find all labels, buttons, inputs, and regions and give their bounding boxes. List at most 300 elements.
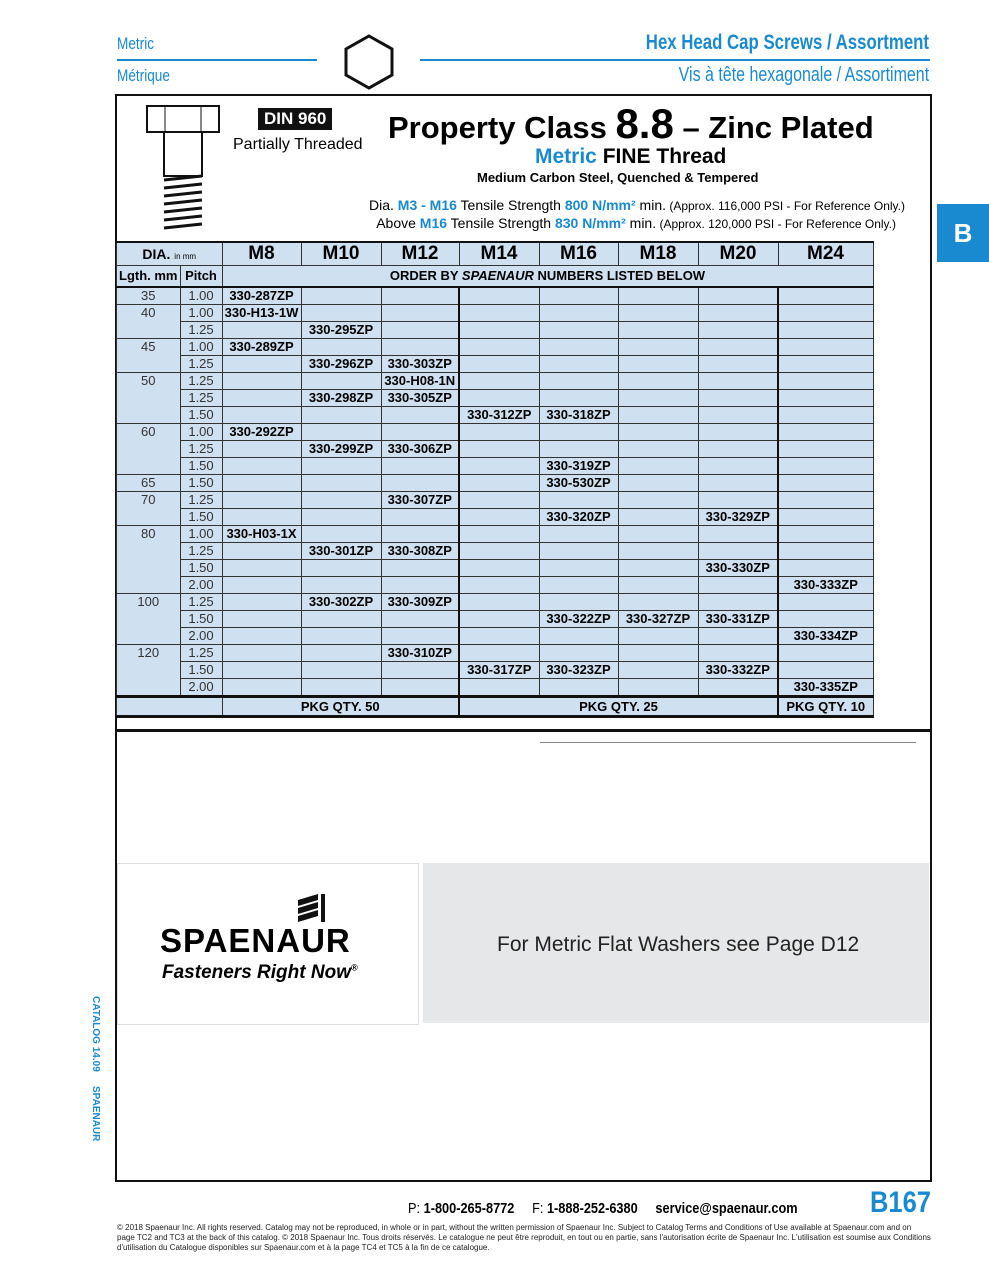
length-cell: 70 (117, 491, 181, 508)
part-number-cell[interactable]: 330-308ZP (381, 542, 459, 559)
length-cell: 35 (117, 287, 181, 305)
length-cell (117, 661, 181, 678)
pitch-cell: 1.25 (180, 321, 222, 338)
size-header: M24 (778, 242, 873, 266)
part-number-cell (459, 525, 539, 542)
part-number-cell (539, 593, 618, 610)
part-number-cell (778, 355, 873, 372)
part-number-cell (698, 287, 778, 305)
part-number-cell (698, 457, 778, 474)
brand-tagline: Fasteners Right Now® (162, 962, 358, 983)
part-number-cell (222, 559, 301, 576)
part-number-cell (698, 627, 778, 644)
part-number-cell[interactable]: 330-319ZP (539, 457, 618, 474)
pitch-cell: 1.50 (180, 406, 222, 423)
part-number-cell[interactable]: 330-312ZP (459, 406, 539, 423)
part-number-cell (618, 474, 698, 491)
part-number-cell (778, 644, 873, 661)
part-number-cell (539, 338, 618, 355)
part-number-cell[interactable]: 330-306ZP (381, 440, 459, 457)
part-number-cell (222, 457, 301, 474)
pitch-cell: 1.25 (180, 372, 222, 389)
part-number-cell (459, 644, 539, 661)
pitch-cell: 1.50 (180, 559, 222, 576)
size-header: M20 (698, 242, 778, 266)
table-row (117, 678, 874, 696)
part-number-cell (778, 508, 873, 525)
part-number-table (116, 241, 874, 718)
pitch-cell: 1.25 (180, 644, 222, 661)
part-number-cell (301, 678, 381, 696)
part-number-cell[interactable]: 330-307ZP (381, 491, 459, 508)
part-number-cell[interactable]: 330-292ZP (222, 423, 301, 440)
part-number-cell[interactable]: 330-327ZP (618, 610, 698, 627)
part-number-cell (381, 474, 459, 491)
side-catalog-label: CATALOG 14.09 (90, 996, 101, 1072)
part-number-cell[interactable]: 330-295ZP (301, 321, 381, 338)
part-number-cell (618, 372, 698, 389)
part-number-cell[interactable]: 330-309ZP (381, 593, 459, 610)
part-number-cell (698, 440, 778, 457)
part-number-cell (778, 372, 873, 389)
length-cell (117, 542, 181, 559)
part-number-cell (381, 525, 459, 542)
part-number-cell (618, 678, 698, 696)
part-number-cell (459, 389, 539, 406)
part-number-cell (618, 406, 698, 423)
table-row (117, 559, 874, 576)
part-number-cell (618, 457, 698, 474)
part-number-cell (222, 406, 301, 423)
part-number-cell[interactable]: 330-305ZP (381, 389, 459, 406)
hex-nut-icon (343, 34, 395, 90)
part-number-cell[interactable]: 330-322ZP (539, 610, 618, 627)
part-number-cell (778, 474, 873, 491)
part-number-cell (778, 661, 873, 678)
part-number-cell (778, 423, 873, 440)
part-number-cell (618, 508, 698, 525)
part-number-cell (222, 440, 301, 457)
part-number-cell[interactable]: 330-296ZP (301, 355, 381, 372)
washer-note-box (423, 863, 929, 1023)
part-number-cell (618, 559, 698, 576)
part-number-cell[interactable]: 330-H13-1W (222, 304, 301, 321)
length-cell (117, 508, 181, 525)
length-cell: 40 (117, 304, 181, 321)
part-number-cell (539, 576, 618, 593)
part-number-cell (618, 304, 698, 321)
header-left-fr: Métrique (117, 66, 170, 85)
part-number-cell (618, 525, 698, 542)
part-number-cell (222, 321, 301, 338)
page-number: B167 (870, 1186, 931, 1219)
part-number-cell (459, 321, 539, 338)
washer-note[interactable]: For Metric Flat Washers see Page D12 (497, 933, 860, 956)
dia-header: DIA. in mm (117, 242, 223, 266)
part-number-cell (459, 338, 539, 355)
part-number-cell (222, 542, 301, 559)
part-number-cell[interactable]: 330-303ZP (381, 355, 459, 372)
part-number-cell (222, 678, 301, 696)
part-number-cell (301, 304, 381, 321)
part-number-cell[interactable]: 330-H03-1X (222, 525, 301, 542)
part-number-cell (539, 491, 618, 508)
part-number-cell (301, 491, 381, 508)
pitch-cell: 2.00 (180, 576, 222, 593)
spaenaur-logo-icon (296, 892, 330, 922)
pitch-cell: 1.50 (180, 457, 222, 474)
part-number-cell (698, 304, 778, 321)
part-number-cell (301, 287, 381, 305)
part-number-cell (459, 576, 539, 593)
table-row (117, 389, 874, 406)
pkg-qty-10: PKG QTY. 10 (778, 696, 873, 716)
part-number-cell (381, 423, 459, 440)
part-number-cell[interactable]: 330-329ZP (698, 508, 778, 525)
part-number-cell (778, 321, 873, 338)
length-cell (117, 576, 181, 593)
part-number-cell (222, 491, 301, 508)
part-number-cell (778, 338, 873, 355)
product-subtitle: Metric FINE Thread (535, 145, 727, 168)
size-header: M12 (381, 242, 459, 266)
part-number-cell (459, 440, 539, 457)
length-cell (117, 355, 181, 372)
part-number-cell (459, 474, 539, 491)
length-cell (117, 610, 181, 627)
phone[interactable]: 1-800-265-8772 (423, 1200, 515, 1217)
part-number-cell[interactable]: 330-323ZP (539, 661, 618, 678)
part-number-cell (222, 661, 301, 678)
part-number-cell (301, 423, 381, 440)
part-number-cell[interactable]: 330-317ZP (459, 661, 539, 678)
part-number-cell (618, 440, 698, 457)
part-number-cell (459, 542, 539, 559)
part-number-cell[interactable]: 330-310ZP (381, 644, 459, 661)
size-header: M10 (301, 242, 381, 266)
part-number-cell (698, 372, 778, 389)
part-number-cell (381, 338, 459, 355)
part-number-cell (778, 491, 873, 508)
threading-label: Partially Threaded (233, 136, 363, 153)
part-number-cell (301, 576, 381, 593)
pitch-cell: 1.00 (180, 525, 222, 542)
length-cell (117, 440, 181, 457)
part-number-cell (618, 491, 698, 508)
part-number-cell (698, 525, 778, 542)
part-number-cell (539, 321, 618, 338)
part-number-cell (778, 610, 873, 627)
pitch-cell: 1.50 (180, 508, 222, 525)
length-header: Lgth. mm (117, 266, 181, 287)
length-cell (117, 678, 181, 696)
pitch-cell: 1.00 (180, 338, 222, 355)
part-number-cell (301, 661, 381, 678)
header-right-fr: Vis à tête hexagonale / Assortiment (678, 64, 929, 86)
table-row (117, 542, 874, 559)
part-number-cell (778, 559, 873, 576)
part-number-cell (778, 440, 873, 457)
part-number-cell (778, 593, 873, 610)
table-row (117, 406, 874, 423)
pitch-cell: 1.00 (180, 287, 222, 305)
part-number-cell (618, 355, 698, 372)
part-number-cell (459, 491, 539, 508)
pitch-cell: 1.00 (180, 304, 222, 321)
part-number-cell (539, 304, 618, 321)
part-number-cell[interactable]: 330-335ZP (778, 678, 873, 696)
part-number-cell (301, 627, 381, 644)
part-number-cell (618, 644, 698, 661)
part-number-cell[interactable]: 330-320ZP (539, 508, 618, 525)
table-row (117, 474, 874, 491)
part-number-cell (381, 576, 459, 593)
table-row (117, 610, 874, 627)
table-row (117, 457, 874, 474)
length-cell: 60 (117, 423, 181, 440)
part-number-cell (539, 389, 618, 406)
pitch-cell: 2.00 (180, 678, 222, 696)
part-number-cell (539, 440, 618, 457)
size-header: M16 (539, 242, 618, 266)
part-number-cell (618, 627, 698, 644)
part-number-cell (539, 372, 618, 389)
pitch-cell: 1.25 (180, 389, 222, 406)
table-row (117, 355, 874, 372)
part-number-cell (618, 287, 698, 305)
part-number-cell (222, 627, 301, 644)
part-number-cell (618, 389, 698, 406)
part-number-cell (539, 644, 618, 661)
table-row (117, 576, 874, 593)
side-brand-label: SPAENAUR (90, 1086, 101, 1142)
part-number-cell (618, 338, 698, 355)
part-number-cell (698, 576, 778, 593)
part-number-cell (459, 610, 539, 627)
part-number-cell (618, 576, 698, 593)
brand-logo-box (117, 863, 419, 1025)
part-number-cell[interactable]: 330-299ZP (301, 440, 381, 457)
part-number-cell (698, 593, 778, 610)
length-cell: 100 (117, 593, 181, 610)
table-row (117, 287, 874, 305)
part-number-cell (778, 287, 873, 305)
part-number-cell (381, 559, 459, 576)
part-number-cell (539, 287, 618, 305)
part-number-cell (618, 593, 698, 610)
part-number-cell (301, 644, 381, 661)
part-number-cell[interactable]: 330-298ZP (301, 389, 381, 406)
part-number-cell (539, 423, 618, 440)
length-cell (117, 559, 181, 576)
part-number-cell (301, 406, 381, 423)
size-header: M14 (459, 242, 539, 266)
length-cell (117, 389, 181, 406)
part-number-cell (301, 457, 381, 474)
part-number-cell[interactable]: 330-332ZP (698, 661, 778, 678)
part-number-cell (301, 559, 381, 576)
table-row (117, 304, 874, 321)
part-number-cell (301, 372, 381, 389)
table-row (117, 661, 874, 678)
table-row (117, 440, 874, 457)
part-number-cell (381, 610, 459, 627)
part-number-cell (301, 474, 381, 491)
product-title: Property Class 8.8 – Zinc Plated (388, 100, 874, 147)
pitch-cell: 1.25 (180, 542, 222, 559)
part-number-cell (459, 287, 539, 305)
part-number-cell (698, 474, 778, 491)
table-row (117, 338, 874, 355)
part-number-cell (459, 372, 539, 389)
table-row (117, 321, 874, 338)
part-number-cell (459, 423, 539, 440)
table-row (117, 525, 874, 542)
part-number-cell (301, 610, 381, 627)
part-number-cell[interactable]: 330-333ZP (778, 576, 873, 593)
contact-line: P: 1-800-265-8772 F: 1-888-252-6380 service@spaenaur.com (408, 1200, 798, 1217)
part-number-cell (301, 525, 381, 542)
part-number-cell (381, 627, 459, 644)
part-number-cell (381, 304, 459, 321)
part-number-cell (698, 423, 778, 440)
part-number-cell (381, 457, 459, 474)
part-number-cell (222, 389, 301, 406)
part-number-cell (618, 661, 698, 678)
part-number-cell (698, 678, 778, 696)
legal-text: © 2018 Spaenaur Inc. All rights reserved. Catalog may not be reproduced, in whole or in part, without the written permission of Spaenaur Inc. Subject to Catalog Terms and Conditions of Use available at Spaenaur.com and on page TC2 and TC3 at the back of this catalog. © 2018 Spaenaur Inc. Tous droits réservés. Le catalogue ne peut être reproduit, en tout ou en partie, sans l'autorisation écrite de Spaenaur Inc. L'utilisation est soumise aux Conditions d'utilisation du Catalogue disponibles sur Spaenaur.com et à la page TC4 et TC5 à la fin de ce catalogue. (117, 1223, 931, 1252)
length-cell: 65 (117, 474, 181, 491)
order-note: ORDER BY SPAENAUR NUMBERS LISTED BELOW (222, 266, 873, 287)
part-number-cell (618, 423, 698, 440)
email-link[interactable]: service@spaenaur.com (655, 1200, 798, 1217)
part-number-cell (459, 355, 539, 372)
length-cell: 45 (117, 338, 181, 355)
part-number-cell (698, 491, 778, 508)
part-number-cell (459, 457, 539, 474)
header-left-en: Metric (117, 34, 155, 53)
part-number-cell (459, 559, 539, 576)
part-number-cell (539, 542, 618, 559)
length-cell: 120 (117, 644, 181, 661)
part-number-cell (222, 355, 301, 372)
material-text: Medium Carbon Steel, Quenched & Tempered (477, 170, 759, 185)
part-number-cell (381, 678, 459, 696)
part-number-cell (222, 593, 301, 610)
spec-line-2: Above M16 Tensile Strength 830 N/mm² min. (Approx. 120,000 PSI - For Reference Only.) (376, 215, 896, 231)
size-header: M18 (618, 242, 698, 266)
pitch-cell: 1.50 (180, 661, 222, 678)
part-number-cell (778, 304, 873, 321)
pkg-qty-50: PKG QTY. 50 (222, 696, 459, 716)
part-number-cell (539, 525, 618, 542)
length-cell: 50 (117, 372, 181, 389)
table-row (117, 491, 874, 508)
spec-line-1: Dia. M3 - M16 Tensile Strength 800 N/mm² min. (Approx. 116,000 PSI - For Reference Only.) (369, 197, 905, 213)
part-number-cell[interactable]: 330-334ZP (778, 627, 873, 644)
part-number-cell (381, 321, 459, 338)
part-number-cell (222, 474, 301, 491)
part-number-cell (698, 338, 778, 355)
brand-name: SPAENAUR (160, 922, 351, 959)
part-number-cell (698, 406, 778, 423)
part-number-cell (459, 304, 539, 321)
part-number-cell[interactable]: 330-318ZP (539, 406, 618, 423)
part-number-cell (222, 508, 301, 525)
part-number-cell (778, 542, 873, 559)
part-number-cell (618, 321, 698, 338)
length-cell (117, 321, 181, 338)
part-number-cell (539, 559, 618, 576)
part-number-cell (459, 678, 539, 696)
length-cell (117, 457, 181, 474)
part-number-cell (381, 406, 459, 423)
part-number-cell (698, 389, 778, 406)
table-row (117, 644, 874, 661)
pitch-header: Pitch (180, 266, 222, 287)
pitch-cell: 1.25 (180, 440, 222, 457)
part-number-cell (698, 542, 778, 559)
part-number-cell (222, 576, 301, 593)
header-right-en: Hex Head Cap Screws / Assortment (645, 31, 929, 54)
length-cell: 80 (117, 525, 181, 542)
part-number-cell (459, 593, 539, 610)
din-badge: DIN 960 (258, 108, 332, 130)
part-number-cell[interactable]: 330-289ZP (222, 338, 301, 355)
pitch-cell: 1.25 (180, 355, 222, 372)
table-row (117, 372, 874, 389)
part-number-cell (698, 355, 778, 372)
part-number-cell (381, 508, 459, 525)
pitch-cell: 2.00 (180, 627, 222, 644)
part-number-cell[interactable]: 330-302ZP (301, 593, 381, 610)
bolt-icon (143, 104, 223, 236)
table-row (117, 593, 874, 610)
pitch-cell: 1.25 (180, 491, 222, 508)
table-row (117, 627, 874, 644)
part-number-cell[interactable]: 330-330ZP (698, 559, 778, 576)
pitch-cell: 1.50 (180, 474, 222, 491)
table-row (117, 508, 874, 525)
part-number-cell (778, 525, 873, 542)
fax: 1-888-252-6380 (546, 1200, 638, 1217)
part-number-cell (698, 321, 778, 338)
part-number-cell (698, 644, 778, 661)
part-number-cell (778, 457, 873, 474)
part-number-cell (459, 627, 539, 644)
pitch-cell: 1.50 (180, 610, 222, 627)
pitch-cell: 1.00 (180, 423, 222, 440)
part-number-cell (459, 508, 539, 525)
part-number-cell (539, 678, 618, 696)
part-number-cell[interactable]: 330-301ZP (301, 542, 381, 559)
length-cell (117, 406, 181, 423)
length-cell (117, 627, 181, 644)
part-number-cell (381, 287, 459, 305)
pitch-cell: 1.25 (180, 593, 222, 610)
part-number-cell (301, 508, 381, 525)
part-number-cell (618, 542, 698, 559)
part-number-cell[interactable]: 330-287ZP (222, 287, 301, 305)
part-number-cell (222, 610, 301, 627)
part-number-cell (381, 661, 459, 678)
part-number-cell[interactable]: 330-331ZP (698, 610, 778, 627)
part-number-cell[interactable]: 330-530ZP (539, 474, 618, 491)
section-tab[interactable]: B (937, 204, 989, 262)
part-number-cell (301, 338, 381, 355)
part-number-cell[interactable]: 330-H08-1N (381, 372, 459, 389)
part-number-cell (539, 627, 618, 644)
